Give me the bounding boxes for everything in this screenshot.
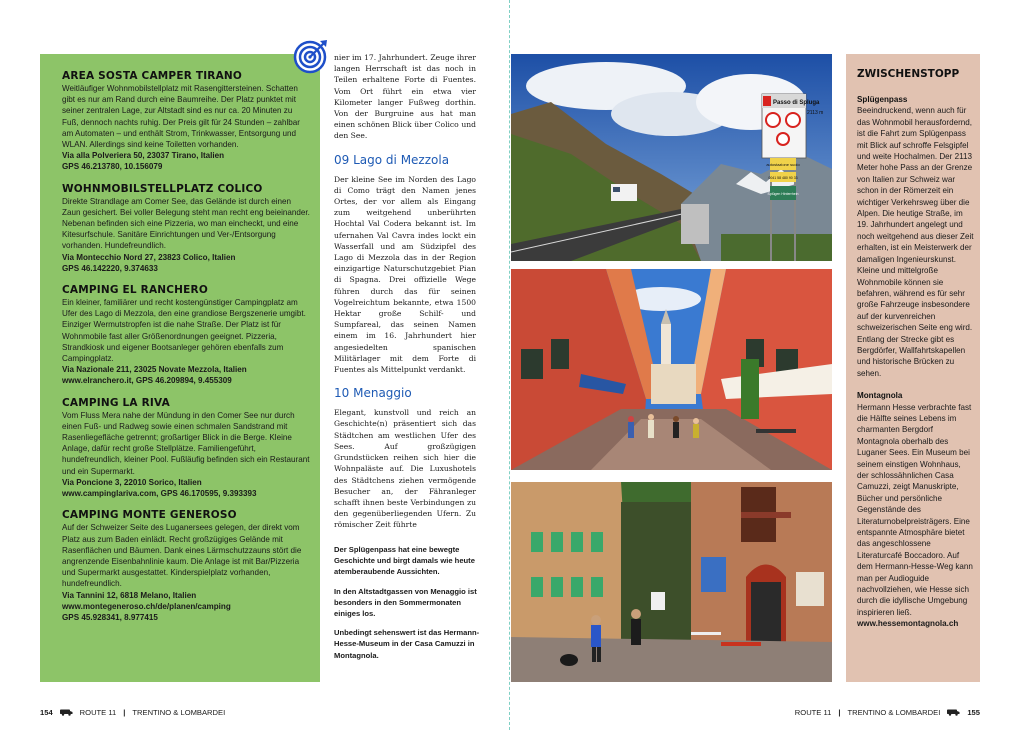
photo-menaggio-street bbox=[511, 269, 832, 470]
section-number: 09 bbox=[334, 152, 350, 167]
campsite-title: WOHNMOBILSTELLPLATZ COLICO bbox=[62, 182, 263, 195]
campsite-title: CAMPING LA RIVA bbox=[62, 396, 170, 409]
campsite-description: Vom Fluss Mera nahe der Mündung in den Comer See nur durch einen Fuß- und Radweg sowie einen schmalen Sandstrand mit Rasenliegefläche getrennt; großartiger Blick in die Berge. Kleine Anlage, dafür recht große Stellplätze. Familiengeführt, hundefreundlich, kleiner Pool. Fußläufig befinden sich ein Restaurant und ein Supermarkt. bbox=[62, 410, 310, 476]
campsite-title: CAMPING EL RANCHERO bbox=[62, 284, 208, 297]
campsite-title: AREA SOSTA CAMPER TIRANO bbox=[62, 70, 243, 82]
campsite-description: Direkte Strandlage am Comer See, das Gelände ist durch einen Zaun gesichert. Bei voller Belegung steht man recht eng beieinander. Nebenan befinden sich eine Pizzeria, wo man eincheckt, und eine Kitesurfschule. Sanitäre Einrichtungen und Ver-/Entsorgung vorhanden. Hundefreundlich. bbox=[62, 196, 310, 251]
sidebar-heading-montagnola: Montagnola bbox=[857, 391, 903, 401]
section-heading-menaggio bbox=[334, 386, 476, 400]
route-label: ROUTE 11 bbox=[79, 708, 117, 717]
campsite-description: Ein kleiner, familiärer und recht kostengünstiger Campingplatz am Ufer des Lago di Mezzola, den eine grandiose Bergszenerie umgibt. Einziger Wermutstropfen ist die nahe Straße. Der Platz ist für Wohnmobile fast aller Größenordnungen geeignet. Pizzeria, Strandkiosk und eigener Bootsanleger gehören ebenfalls zum Campingplatz. bbox=[62, 298, 306, 364]
campsite-entry bbox=[62, 397, 310, 500]
target-icon bbox=[293, 38, 329, 74]
campsite-list-box bbox=[40, 54, 320, 682]
campsite-entry bbox=[62, 284, 310, 387]
caption-splugenpass: Der Splügenpass hat eine bewegte Geschichte und birgt damals wie heute atemberaubende Aussichten. bbox=[334, 545, 475, 577]
article-column bbox=[334, 52, 476, 531]
photo-captions bbox=[334, 544, 484, 669]
campsite-address: Via Montecchio Nord 27, 23823 Colico, Italien bbox=[62, 252, 236, 262]
page-number: 154 bbox=[40, 708, 53, 717]
camper-van-icon bbox=[60, 709, 73, 716]
sign-elevation: 2113 m bbox=[807, 110, 824, 116]
sign-small-1: autostazione suolo bbox=[766, 162, 800, 167]
camper-van-icon bbox=[947, 709, 960, 716]
campsite-address: Via Poncione 3, 22010 Sorico, Italien bbox=[62, 477, 202, 487]
section-text-lago-di-mezzola: Der kleine See im Norden des Lago di Como trägt den Namen jenes Ortes, der vor allem als Eingang zum weitgehend unberührten Hochtal Val Codera bekannt ist. Im ufernahen Val Cavra indes lockt ein Wasserfall und am Südzipfel des Lago di Mezzola das in der Region einzigartige Naturschutzgebiet Pian di Spagna. Drei offizielle Wege führen durch das für seinen Vogelreichtum bekannte, etwa 1500 Hektar große Schilf- und Sumpfareal, das seinen Namen einem im 16. Jahrhundert hier angesiedelten spanischen Militärlager mit dem Forte di Fuentes als Mittelpunkt verdankt. bbox=[334, 174, 476, 375]
campsite-contact: www.montegeneroso.ch/de/planen/camping bbox=[62, 601, 231, 611]
sidebar-heading-splugenpass: Splügenpass bbox=[857, 95, 908, 104]
campsite-address: Via Tannini 12, 6818 Melano, Italien bbox=[62, 590, 197, 600]
caption-menaggio: In den Altstadtgassen von Menaggio ist besonders in den Sommermonaten einiges los. bbox=[334, 586, 477, 619]
region-label: TRENTINO & LOMBARDEI bbox=[847, 708, 941, 717]
photo-casa-camuzzi bbox=[511, 482, 832, 682]
campsite-contact: www.campinglariva.com, GPS 46.170595, 9.393393 bbox=[62, 489, 257, 499]
sign-small-3: Splügen Hinterrhein bbox=[767, 192, 799, 196]
campsite-title: CAMPING MONTE GENEROSO bbox=[62, 509, 237, 522]
campsite-contact: GPS 46.142220, 9.374633 bbox=[62, 263, 158, 273]
footer-left bbox=[40, 708, 225, 717]
campsite-description: Weitläufiger Wohnmobilstellplatz mit Rasengittersteinen. Schatten gibt es nur am Rand durch eine Baumreihe. Der Platz punktet mit seiner zentralen Lage, zur Altstadt sind es nur ca. 20 Minuten zu Fuß, dennoch nachts ruhig. Der Preis gilt für 24 Stunden – zahlbar am Automaten – und enthält Strom, Trinkwasser, Entsorgung und WLAN. Allerdings sind keine Toiletten vorhanden. bbox=[62, 84, 300, 150]
campsite-address: Via Nazionale 211, 23025 Novate Mezzola, Italien bbox=[62, 365, 247, 375]
article-intro: nier im 17. Jahrhundert. Zeuge ihrer langen Herrschaft ist das noch in Teilen erhaltene Forte di Fuentes. Vom Ort führt ein etwa vier Kilometer langer Fußweg dorthin. Von der Burgruine aus hat man einen schönen Blick über Colico und den See. bbox=[334, 53, 476, 141]
footer-separator: | bbox=[838, 708, 841, 717]
sign-small-2: 0041 58 480 90 33 bbox=[768, 176, 798, 180]
section-heading-lago-di-mezzola bbox=[334, 153, 476, 167]
section-title: Lago di Mezzola bbox=[353, 152, 450, 167]
sidebar-text-splugenpass: Beeindruckend, wenn auch für das Wohnmobil herausfordernd, ist die Fahrt zum Splügenpass mit Blick auf schroffe Felsgipfel und weite Hochalmen. Der 2113 Meter hohe Pass an der Grenze von Italien zur Schweiz war schon in der Römerzeit ein wichtiger Verkehrsweg über die Alpen. Die heutige Straße, im 19. Jahrhundert angelegt und noch weitgehend aus dieser Zeit erhalten, ist ein Meisterwerk der damaligen Ingenieurskunst. Kleine und mittelgroße Wohnmobile können sie befahren, während es für sehr große Fahrzeuge insbesondere auf der kurvenreichen schweizerischen Seite eng wird. Entlang der Strecke gibt es Bergdörfer, Wallfahrtskapellen und historische Brücken zu sehen. bbox=[857, 106, 974, 378]
campsite-description: Auf der Schweizer Seite des Luganersees gelegen, der direkt vom Platz aus zum Baden einlädt. Recht großzügiges Gelände mit Rasenflächen und Bäumen. Dank eines Lärmschutzzauns stört die angrenzende Eisenbahnlinie kaum. Die Anlage ist mit Bar/Pizzeria und Supermarkt ausgestattet. Kinderspielplatz vorhanden, hundefreundlich. bbox=[62, 523, 302, 589]
campsite-address: Via alla Polveriera 50, 23037 Tirano, Italien bbox=[62, 151, 225, 161]
campsite-contact-gps: GPS 45.928341, 8.977415 bbox=[62, 612, 158, 622]
section-number: 10 bbox=[334, 386, 350, 401]
campsite-entry bbox=[62, 509, 310, 623]
campsite-contact: www.elranchero.it, GPS 46.209894, 9.455309 bbox=[62, 376, 232, 386]
route-label: ROUTE 11 bbox=[794, 708, 832, 717]
campsite-entry bbox=[62, 70, 310, 173]
region-label: TRENTINO & LOMBARDEI bbox=[132, 708, 226, 717]
sidebar-link[interactable]: www.hessemontagnola.ch bbox=[857, 619, 959, 629]
sign-title: Passo di Spluga bbox=[773, 100, 820, 106]
campsite-contact: GPS 46.213780, 10.156079 bbox=[62, 162, 163, 172]
photo-splugen-pass bbox=[511, 54, 832, 261]
caption-montagnola: Unbedingt sehenswert ist das Hermann-Hesse-Museum in der Casa Camuzzi in Montagnola. bbox=[334, 628, 480, 660]
footer-separator: | bbox=[123, 708, 126, 717]
sidebar-text-montagnola: Hermann Hesse verbrachte fast die Hälfte seines Lebens im charmanten Bergdorf Montagnola oberhalb des Luganer Sees. Ein Museum bei seinem einstigen Wohnhaus, der schlossähnlichen Casa Camuzzi, zeigt Manuskripte, Bücher und persönliche Gegenstände des Literaturnobelpreisträgers. Eine entspannte Atmosphäre bietet das angeschlossene Literaturcafé Boccadoro. Auf dem Hermann-Hesse-Weg kann man per Audioguide nachvollziehen, wie Hesse sich durch die idyllische Umgebung inspirieren ließ. bbox=[857, 402, 973, 617]
sidebar-title: ZWISCHENSTOPP bbox=[857, 68, 960, 80]
sidebar-zwischenstopp bbox=[846, 54, 980, 682]
page-spine bbox=[509, 0, 510, 730]
section-text-menaggio: Elegant, kunstvoll und reich an Geschichte(n) präsentiert sich das Städtchen am westlichen Ufer des Sees. Auf großzügigen Grundstücken reihen sich hier die Wohnpaläste auf. Die Luxushotels des Städtchens ziehen vermögende Besucher an, der Fähranleger schafft ihnen beste Verbindungen zu den gegenüberliegenden Ufern. Zu römischer Zeit führte bbox=[334, 408, 476, 530]
page-number: 155 bbox=[967, 708, 980, 717]
footer-right bbox=[795, 708, 980, 717]
section-title: Menaggio bbox=[353, 386, 412, 401]
campsite-entry bbox=[62, 183, 310, 274]
